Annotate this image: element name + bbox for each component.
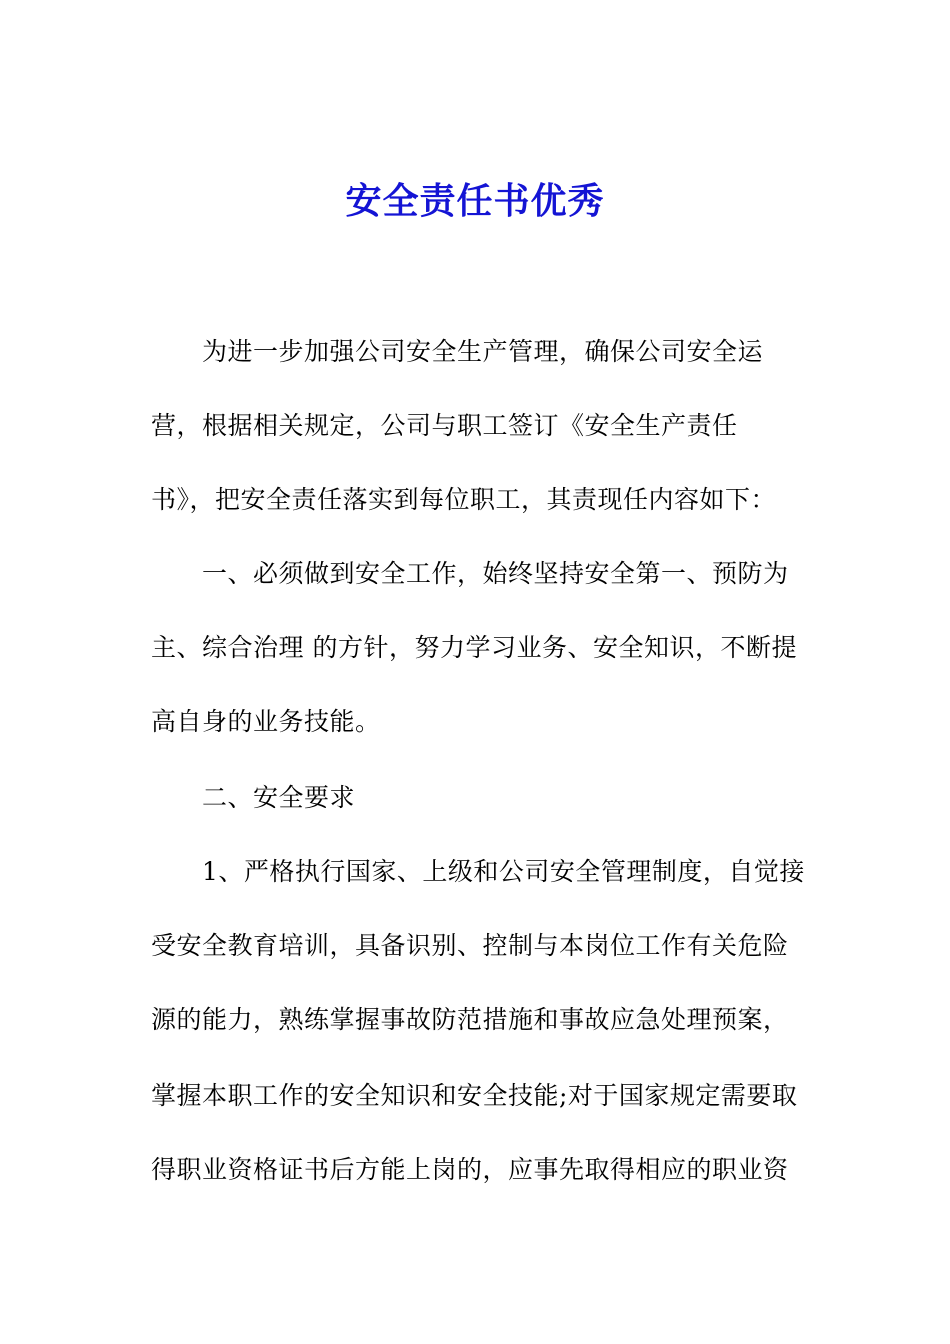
paragraph-line: 掌握本职工作的安全知识和安全技能;对于国家规定需要取 [151,1081,798,1110]
section-heading: 二、安全要求 [202,783,356,812]
paragraph-line: 高自身的业务技能。 [151,707,381,736]
paragraph-line: 为进一步加强公司安全生产管理，确保公司安全运 [202,337,764,366]
paragraph-line: 得职业资格证书后方能上岗的，应事先取得相应的职业资 [151,1155,789,1184]
paragraph-line: 1、严格执行国家、上级和公司安全管理制度，自觉接 [202,857,805,886]
paragraph-line: 源的能力，熟练掌握事故防范措施和事故应急处理预案， [151,1005,789,1034]
document-title: 安全责任书优秀 [345,181,605,222]
paragraph-line: 营，根据相关规定，公司与职工签订《安全生产责任 [151,411,738,440]
paragraph-line: 书》，把安全责任落实到每位职工，其责现任内容如下： [151,485,777,514]
paragraph-line: 一、必须做到安全工作，始终坚持安全第一、预防为 [202,559,789,588]
paragraph-line: 受安全教育培训，具备识别、控制与本岗位工作有关危险 [151,931,789,960]
paragraph-line: 主、综合治理 的方针，努力学习业务、安全知识，不断提 [151,633,797,662]
